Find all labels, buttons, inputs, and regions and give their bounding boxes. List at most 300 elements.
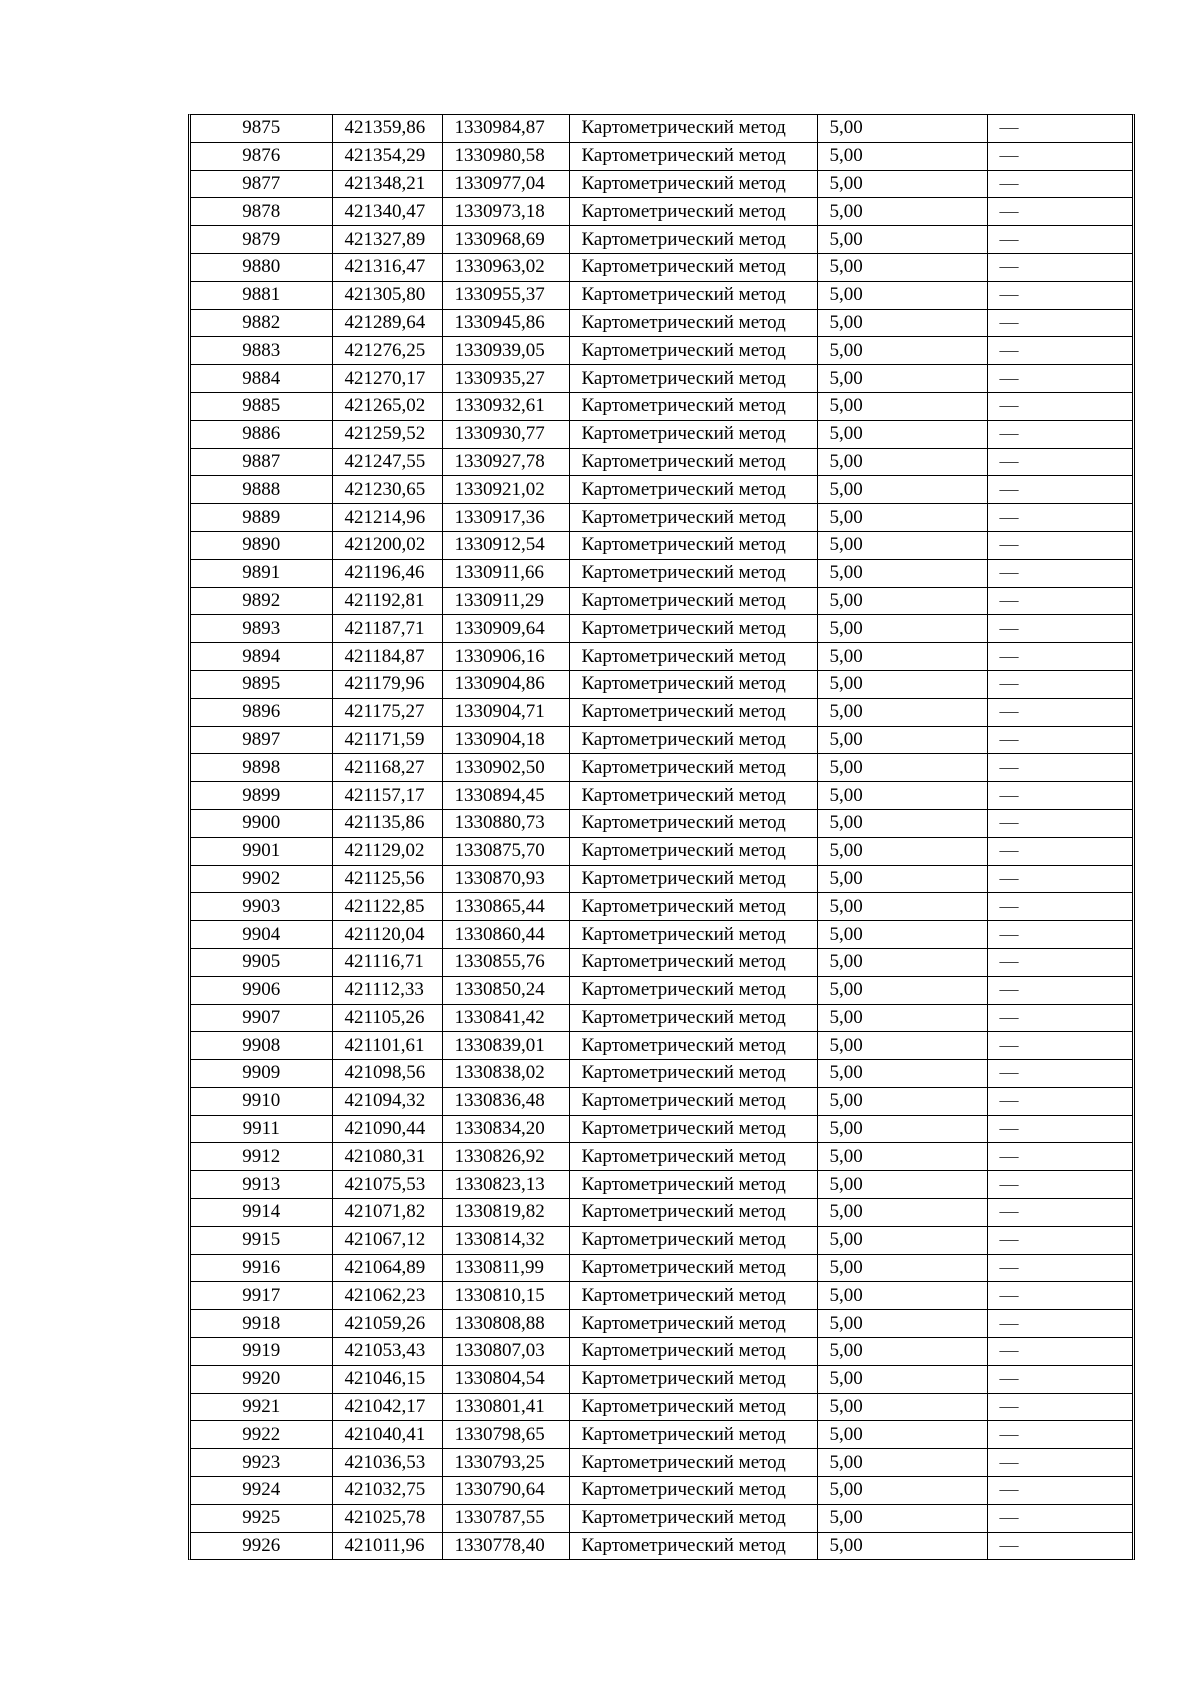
- accuracy-cell: 5,00: [817, 365, 987, 393]
- x-coordinate-cell: 421196,46: [332, 559, 442, 587]
- point-number-cell: 9902: [191, 865, 332, 893]
- point-number-cell: 9910: [191, 1087, 332, 1115]
- y-coordinate-cell: 1330906,16: [442, 643, 569, 671]
- accuracy-cell: 5,00: [817, 698, 987, 726]
- table-row: [191, 1143, 1132, 1171]
- table-row: [191, 754, 1132, 782]
- note-cell: —: [987, 1226, 1132, 1254]
- note-cell: —: [987, 1032, 1132, 1060]
- note-cell: —: [987, 1282, 1132, 1310]
- x-coordinate-cell: 421135,86: [332, 809, 442, 837]
- accuracy-cell: 5,00: [817, 170, 987, 198]
- accuracy-cell: 5,00: [817, 1393, 987, 1421]
- x-coordinate-cell: 421316,47: [332, 253, 442, 281]
- point-number-cell: 9890: [191, 531, 332, 559]
- point-number-cell: 9903: [191, 893, 332, 921]
- accuracy-cell: 5,00: [817, 559, 987, 587]
- note-cell: —: [987, 1087, 1132, 1115]
- accuracy-cell: 5,00: [817, 1365, 987, 1393]
- method-cell: Картометрический метод: [569, 1282, 817, 1310]
- accuracy-cell: 5,00: [817, 1532, 987, 1559]
- y-coordinate-cell: 1330921,02: [442, 476, 569, 504]
- accuracy-cell: 5,00: [817, 1004, 987, 1032]
- method-cell: Картометрический метод: [569, 754, 817, 782]
- table-row: [191, 1421, 1132, 1449]
- table-row: [191, 198, 1132, 226]
- x-coordinate-cell: 421247,55: [332, 448, 442, 476]
- y-coordinate-cell: 1330801,41: [442, 1393, 569, 1421]
- method-cell: Картометрический метод: [569, 865, 817, 893]
- point-number-cell: 9917: [191, 1282, 332, 1310]
- table-row: [191, 1171, 1132, 1199]
- note-cell: —: [987, 643, 1132, 671]
- table-row: [191, 1115, 1132, 1143]
- table-row: [191, 1004, 1132, 1032]
- method-cell: Картометрический метод: [569, 253, 817, 281]
- method-cell: Картометрический метод: [569, 1449, 817, 1477]
- accuracy-cell: 5,00: [817, 782, 987, 810]
- accuracy-cell: 5,00: [817, 1060, 987, 1088]
- note-cell: —: [987, 976, 1132, 1004]
- x-coordinate-cell: 421011,96: [332, 1532, 442, 1559]
- point-number-cell: 9892: [191, 587, 332, 615]
- point-number-cell: 9922: [191, 1421, 332, 1449]
- y-coordinate-cell: 1330850,24: [442, 976, 569, 1004]
- table-row: [191, 226, 1132, 254]
- table-row: [191, 1032, 1132, 1060]
- accuracy-cell: 5,00: [817, 253, 987, 281]
- coordinates-table: [191, 115, 1132, 1559]
- note-cell: —: [987, 170, 1132, 198]
- x-coordinate-cell: 421112,33: [332, 976, 442, 1004]
- method-cell: Картометрический метод: [569, 698, 817, 726]
- table-row: [191, 420, 1132, 448]
- note-cell: —: [987, 198, 1132, 226]
- y-coordinate-cell: 1330793,25: [442, 1449, 569, 1477]
- x-coordinate-cell: 421305,80: [332, 281, 442, 309]
- point-number-cell: 9894: [191, 643, 332, 671]
- method-cell: Картометрический метод: [569, 615, 817, 643]
- y-coordinate-cell: 1330932,61: [442, 392, 569, 420]
- method-cell: Картометрический метод: [569, 226, 817, 254]
- method-cell: Картометрический метод: [569, 1338, 817, 1366]
- method-cell: Картометрический метод: [569, 976, 817, 1004]
- y-coordinate-cell: 1330839,01: [442, 1032, 569, 1060]
- table-row: [191, 1254, 1132, 1282]
- y-coordinate-cell: 1330787,55: [442, 1504, 569, 1532]
- y-coordinate-cell: 1330855,76: [442, 948, 569, 976]
- y-coordinate-cell: 1330894,45: [442, 782, 569, 810]
- y-coordinate-cell: 1330836,48: [442, 1087, 569, 1115]
- table-row: [191, 337, 1132, 365]
- y-coordinate-cell: 1330823,13: [442, 1171, 569, 1199]
- table-row: [191, 865, 1132, 893]
- note-cell: —: [987, 226, 1132, 254]
- note-cell: —: [987, 698, 1132, 726]
- point-number-cell: 9896: [191, 698, 332, 726]
- note-cell: —: [987, 809, 1132, 837]
- method-cell: Картометрический метод: [569, 1115, 817, 1143]
- table-row: [191, 1504, 1132, 1532]
- note-cell: —: [987, 615, 1132, 643]
- point-number-cell: 9906: [191, 976, 332, 1004]
- y-coordinate-cell: 1330911,29: [442, 587, 569, 615]
- table-row: [191, 1477, 1132, 1505]
- method-cell: Картометрический метод: [569, 782, 817, 810]
- x-coordinate-cell: 421116,71: [332, 948, 442, 976]
- method-cell: Картометрический метод: [569, 1004, 817, 1032]
- y-coordinate-cell: 1330973,18: [442, 198, 569, 226]
- accuracy-cell: 5,00: [817, 115, 987, 142]
- x-coordinate-cell: 421200,02: [332, 531, 442, 559]
- table-row: [191, 115, 1132, 142]
- point-number-cell: 9915: [191, 1226, 332, 1254]
- accuracy-cell: 5,00: [817, 476, 987, 504]
- point-number-cell: 9904: [191, 921, 332, 949]
- point-number-cell: 9920: [191, 1365, 332, 1393]
- note-cell: —: [987, 893, 1132, 921]
- point-number-cell: 9875: [191, 115, 332, 142]
- x-coordinate-cell: 421192,81: [332, 587, 442, 615]
- accuracy-cell: 5,00: [817, 865, 987, 893]
- table-row: [191, 587, 1132, 615]
- accuracy-cell: 5,00: [817, 1199, 987, 1227]
- point-number-cell: 9881: [191, 281, 332, 309]
- point-number-cell: 9882: [191, 309, 332, 337]
- note-cell: —: [987, 1060, 1132, 1088]
- point-number-cell: 9900: [191, 809, 332, 837]
- accuracy-cell: 5,00: [817, 615, 987, 643]
- table-row: [191, 170, 1132, 198]
- method-cell: Картометрический метод: [569, 1504, 817, 1532]
- method-cell: Картометрический метод: [569, 1310, 817, 1338]
- accuracy-cell: 5,00: [817, 198, 987, 226]
- x-coordinate-cell: 421062,23: [332, 1282, 442, 1310]
- y-coordinate-cell: 1330904,86: [442, 670, 569, 698]
- note-cell: —: [987, 754, 1132, 782]
- x-coordinate-cell: 421359,86: [332, 115, 442, 142]
- method-cell: Картометрический метод: [569, 1171, 817, 1199]
- table-body: [191, 115, 1132, 1559]
- accuracy-cell: 5,00: [817, 726, 987, 754]
- accuracy-cell: 5,00: [817, 420, 987, 448]
- table-row: [191, 1365, 1132, 1393]
- method-cell: Картометрический метод: [569, 170, 817, 198]
- method-cell: Картометрический метод: [569, 587, 817, 615]
- table-row: [191, 726, 1132, 754]
- table-row: [191, 1393, 1132, 1421]
- note-cell: —: [987, 448, 1132, 476]
- method-cell: Картометрический метод: [569, 1087, 817, 1115]
- method-cell: Картометрический метод: [569, 1060, 817, 1088]
- accuracy-cell: 5,00: [817, 643, 987, 671]
- note-cell: —: [987, 281, 1132, 309]
- method-cell: Картометрический метод: [569, 921, 817, 949]
- y-coordinate-cell: 1330980,58: [442, 142, 569, 170]
- table-row: [191, 365, 1132, 393]
- method-cell: Картометрический метод: [569, 948, 817, 976]
- table-row: [191, 253, 1132, 281]
- y-coordinate-cell: 1330977,04: [442, 170, 569, 198]
- method-cell: Картометрический метод: [569, 643, 817, 671]
- note-cell: —: [987, 1477, 1132, 1505]
- point-number-cell: 9923: [191, 1449, 332, 1477]
- point-number-cell: 9885: [191, 392, 332, 420]
- accuracy-cell: 5,00: [817, 337, 987, 365]
- accuracy-cell: 5,00: [817, 1477, 987, 1505]
- accuracy-cell: 5,00: [817, 531, 987, 559]
- point-number-cell: 9919: [191, 1338, 332, 1366]
- method-cell: Картометрический метод: [569, 809, 817, 837]
- point-number-cell: 9886: [191, 420, 332, 448]
- point-number-cell: 9895: [191, 670, 332, 698]
- x-coordinate-cell: 421064,89: [332, 1254, 442, 1282]
- method-cell: Картометрический метод: [569, 1393, 817, 1421]
- table-row: [191, 809, 1132, 837]
- accuracy-cell: 5,00: [817, 392, 987, 420]
- method-cell: Картометрический метод: [569, 337, 817, 365]
- table-row: [191, 448, 1132, 476]
- note-cell: —: [987, 921, 1132, 949]
- note-cell: —: [987, 1421, 1132, 1449]
- method-cell: Картометрический метод: [569, 1032, 817, 1060]
- accuracy-cell: 5,00: [817, 1282, 987, 1310]
- method-cell: Картометрический метод: [569, 1199, 817, 1227]
- y-coordinate-cell: 1330911,66: [442, 559, 569, 587]
- table-row: [191, 309, 1132, 337]
- point-number-cell: 9879: [191, 226, 332, 254]
- table-row: [191, 504, 1132, 532]
- method-cell: Картометрический метод: [569, 281, 817, 309]
- accuracy-cell: 5,00: [817, 226, 987, 254]
- table-row: [191, 142, 1132, 170]
- table-row: [191, 559, 1132, 587]
- method-cell: Картометрический метод: [569, 893, 817, 921]
- y-coordinate-cell: 1330811,99: [442, 1254, 569, 1282]
- note-cell: —: [987, 726, 1132, 754]
- note-cell: —: [987, 392, 1132, 420]
- point-number-cell: 9889: [191, 504, 332, 532]
- point-number-cell: 9878: [191, 198, 332, 226]
- accuracy-cell: 5,00: [817, 448, 987, 476]
- note-cell: —: [987, 837, 1132, 865]
- y-coordinate-cell: 1330841,42: [442, 1004, 569, 1032]
- method-cell: Картометрический метод: [569, 559, 817, 587]
- table-row: [191, 1532, 1132, 1559]
- accuracy-cell: 5,00: [817, 976, 987, 1004]
- y-coordinate-cell: 1330917,36: [442, 504, 569, 532]
- note-cell: —: [987, 1504, 1132, 1532]
- method-cell: Картометрический метод: [569, 1532, 817, 1559]
- x-coordinate-cell: 421032,75: [332, 1477, 442, 1505]
- x-coordinate-cell: 421067,12: [332, 1226, 442, 1254]
- method-cell: Картометрический метод: [569, 115, 817, 142]
- note-cell: —: [987, 1310, 1132, 1338]
- x-coordinate-cell: 421094,32: [332, 1087, 442, 1115]
- accuracy-cell: 5,00: [817, 837, 987, 865]
- method-cell: Картометрический метод: [569, 142, 817, 170]
- x-coordinate-cell: 421129,02: [332, 837, 442, 865]
- method-cell: Картометрический метод: [569, 392, 817, 420]
- y-coordinate-cell: 1330819,82: [442, 1199, 569, 1227]
- table-row: [191, 837, 1132, 865]
- point-number-cell: 9925: [191, 1504, 332, 1532]
- point-number-cell: 9877: [191, 170, 332, 198]
- table-row: [191, 921, 1132, 949]
- y-coordinate-cell: 1330865,44: [442, 893, 569, 921]
- note-cell: —: [987, 670, 1132, 698]
- table-row: [191, 615, 1132, 643]
- note-cell: —: [987, 531, 1132, 559]
- accuracy-cell: 5,00: [817, 948, 987, 976]
- point-number-cell: 9880: [191, 253, 332, 281]
- point-number-cell: 9907: [191, 1004, 332, 1032]
- x-coordinate-cell: 421080,31: [332, 1143, 442, 1171]
- point-number-cell: 9908: [191, 1032, 332, 1060]
- x-coordinate-cell: 421090,44: [332, 1115, 442, 1143]
- accuracy-cell: 5,00: [817, 309, 987, 337]
- point-number-cell: 9921: [191, 1393, 332, 1421]
- x-coordinate-cell: 421046,15: [332, 1365, 442, 1393]
- note-cell: —: [987, 1143, 1132, 1171]
- y-coordinate-cell: 1330810,15: [442, 1282, 569, 1310]
- x-coordinate-cell: 421184,87: [332, 643, 442, 671]
- y-coordinate-cell: 1330904,18: [442, 726, 569, 754]
- table-row: [191, 670, 1132, 698]
- method-cell: Картометрический метод: [569, 670, 817, 698]
- accuracy-cell: 5,00: [817, 1310, 987, 1338]
- point-number-cell: 9924: [191, 1477, 332, 1505]
- method-cell: Картометрический метод: [569, 420, 817, 448]
- y-coordinate-cell: 1330838,02: [442, 1060, 569, 1088]
- table-row: [191, 281, 1132, 309]
- x-coordinate-cell: 421179,96: [332, 670, 442, 698]
- note-cell: —: [987, 253, 1132, 281]
- point-number-cell: 9912: [191, 1143, 332, 1171]
- x-coordinate-cell: 421327,89: [332, 226, 442, 254]
- y-coordinate-cell: 1330930,77: [442, 420, 569, 448]
- y-coordinate-cell: 1330798,65: [442, 1421, 569, 1449]
- accuracy-cell: 5,00: [817, 921, 987, 949]
- table-row: [191, 948, 1132, 976]
- accuracy-cell: 5,00: [817, 587, 987, 615]
- table-row: [191, 782, 1132, 810]
- y-coordinate-cell: 1330814,32: [442, 1226, 569, 1254]
- note-cell: —: [987, 1449, 1132, 1477]
- note-cell: —: [987, 309, 1132, 337]
- y-coordinate-cell: 1330880,73: [442, 809, 569, 837]
- accuracy-cell: 5,00: [817, 1171, 987, 1199]
- x-coordinate-cell: 421122,85: [332, 893, 442, 921]
- y-coordinate-cell: 1330927,78: [442, 448, 569, 476]
- y-coordinate-cell: 1330963,02: [442, 253, 569, 281]
- note-cell: —: [999, 1535, 1019, 1557]
- note-cell: —: [987, 1393, 1132, 1421]
- point-number-cell: 9876: [191, 142, 332, 170]
- accuracy-cell: 5,00: [817, 1143, 987, 1171]
- table-row: [191, 392, 1132, 420]
- point-number-cell: 9913: [191, 1171, 332, 1199]
- y-coordinate-cell: 1330904,71: [442, 698, 569, 726]
- method-cell: Картометрический метод: [569, 448, 817, 476]
- accuracy-cell: 5,00: [817, 142, 987, 170]
- y-coordinate-cell: 1330984,87: [442, 115, 569, 142]
- accuracy-cell: 5,00: [817, 1338, 987, 1366]
- x-coordinate-cell: 421265,02: [332, 392, 442, 420]
- note-cell: —: [987, 1004, 1132, 1032]
- x-coordinate-cell: 421025,78: [332, 1504, 442, 1532]
- table-row: [191, 1338, 1132, 1366]
- x-coordinate-cell: 421075,53: [332, 1171, 442, 1199]
- point-number-cell: 9926: [191, 1532, 332, 1559]
- coordinates-table-container: [188, 114, 1135, 1560]
- accuracy-cell: 5,00: [817, 281, 987, 309]
- y-coordinate-cell: 1330945,86: [442, 309, 569, 337]
- table-row: [191, 643, 1132, 671]
- x-coordinate-cell: 421171,59: [332, 726, 442, 754]
- method-cell: Картометрический метод: [569, 504, 817, 532]
- x-coordinate-cell: 421168,27: [332, 754, 442, 782]
- table-row: [191, 1226, 1132, 1254]
- x-coordinate-cell: 421354,29: [332, 142, 442, 170]
- x-coordinate-cell: 421101,61: [332, 1032, 442, 1060]
- point-number-cell: 9887: [191, 448, 332, 476]
- note-cell: —: [987, 587, 1132, 615]
- note-cell: —: [987, 115, 1132, 142]
- accuracy-cell: 5,00: [817, 1504, 987, 1532]
- method-cell: Картометрический метод: [569, 1365, 817, 1393]
- x-coordinate-cell: 421259,52: [332, 420, 442, 448]
- method-cell: Картометрический метод: [569, 198, 817, 226]
- x-coordinate-cell: 421040,41: [332, 1421, 442, 1449]
- method-cell: Картометрический метод: [569, 1477, 817, 1505]
- point-number-cell: 9901: [191, 837, 332, 865]
- table-row: [191, 1282, 1132, 1310]
- note-cell: —: [987, 782, 1132, 810]
- method-cell: Картометрический метод: [569, 531, 817, 559]
- table-row: [191, 1310, 1132, 1338]
- x-coordinate-cell: 421230,65: [332, 476, 442, 504]
- note-cell: —: [987, 559, 1132, 587]
- note-cell: —: [987, 476, 1132, 504]
- x-coordinate-cell: 421214,96: [332, 504, 442, 532]
- x-coordinate-cell: 421340,47: [332, 198, 442, 226]
- x-coordinate-cell: 421059,26: [332, 1310, 442, 1338]
- point-number-cell: 9883: [191, 337, 332, 365]
- note-cell: —: [987, 1338, 1132, 1366]
- y-coordinate-cell: 1330790,64: [442, 1477, 569, 1505]
- x-coordinate-cell: 421270,17: [332, 365, 442, 393]
- y-coordinate-cell: 1330870,93: [442, 865, 569, 893]
- table-row: [191, 1087, 1132, 1115]
- method-cell: Картометрический метод: [569, 1226, 817, 1254]
- point-number-cell: 9897: [191, 726, 332, 754]
- note-cell: —: [987, 948, 1132, 976]
- y-coordinate-cell: 1330807,03: [442, 1338, 569, 1366]
- y-coordinate-cell: 1330968,69: [442, 226, 569, 254]
- table-row: [191, 476, 1132, 504]
- y-coordinate-cell: 1330939,05: [442, 337, 569, 365]
- method-cell: Картометрический метод: [569, 1421, 817, 1449]
- point-number-cell: 9905: [191, 948, 332, 976]
- accuracy-cell: 5,00: [817, 1032, 987, 1060]
- y-coordinate-cell: 1330778,40: [442, 1532, 569, 1559]
- y-coordinate-cell: 1330875,70: [442, 837, 569, 865]
- x-coordinate-cell: 421105,26: [332, 1004, 442, 1032]
- y-coordinate-cell: 1330808,88: [442, 1310, 569, 1338]
- note-cell: —: [987, 504, 1132, 532]
- method-cell: Картометрический метод: [569, 1143, 817, 1171]
